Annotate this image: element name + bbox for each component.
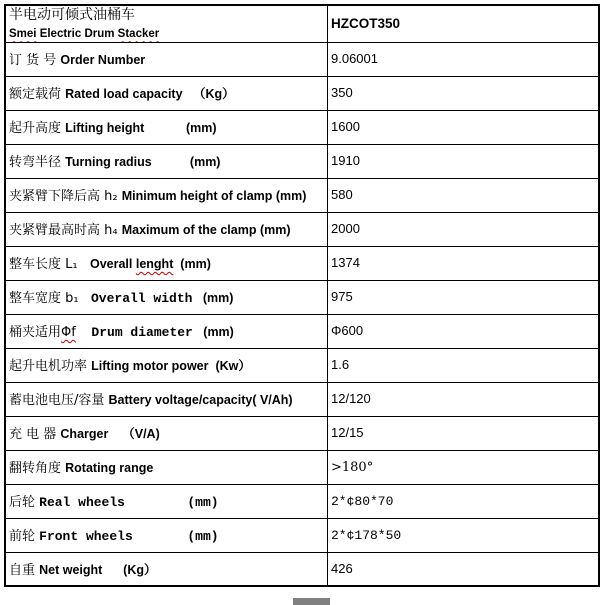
label-cn: 后轮 [9,495,40,510]
label-cn: 充 电 器 [9,427,61,442]
label-unit: (mm) [173,257,211,271]
label-en: Lifting motor power [91,359,209,373]
label-unit: (mm) [192,291,234,305]
label-en: Lifting height [65,121,145,135]
label-en: Turning radius [65,155,152,169]
value: 580 [331,187,353,202]
label-en: Net weight [39,562,103,577]
label-cn: 自重 [9,562,40,578]
row-lifting-height [5,110,599,144]
label-en: Maximum of the clamp [121,223,257,237]
label-unit: (mm) [144,121,217,135]
product-title-en [9,27,325,41]
value: 426 [331,560,353,576]
row-overall-width [5,280,599,314]
label-en: Minimum height of clamp [121,189,273,203]
value: 1600 [331,119,360,134]
label-en: Order Number [60,53,146,67]
label-unit: (Kg） [102,562,157,577]
row-order-number [5,42,599,76]
row-maximum-of-the-clamp [5,212,599,246]
row-front-wheels [5,518,599,552]
label-en-misspelled: lenght [135,257,174,271]
label-cn: 前轮 [9,529,40,544]
row-battery-voltage-capacity [5,382,599,416]
label-unit: （Kg） [182,87,235,101]
row-lifting-motor-power [5,348,599,382]
label-unit: (mm) [256,223,291,237]
product-title-cell [5,5,328,42]
value: Φ600 [331,323,364,338]
label-en: Charger [60,427,109,441]
value: 2*¢80*70 [331,494,394,509]
spec-table [4,4,600,587]
subtitle-middle: Electric Drum [36,28,118,41]
horizontal-scrollbar-thumb[interactable] [293,598,330,605]
label-cn: 夹紧臂最高时高 h₄ [9,223,122,238]
subtitle-word-stacker: Stacker [117,28,160,41]
value: 1374 [331,255,360,270]
header-row [5,5,599,42]
label-cn: 夹紧臂下降后高 h₂ [9,189,122,204]
label-en: Rotating range [65,461,154,475]
label-cn: 起升高度 [9,121,66,136]
value: 1.6 [331,357,350,372]
value: 2*¢178*50 [331,528,402,543]
label-cn: 转弯半径 [9,155,66,170]
label-cn: 额定载荷 [9,87,66,102]
row-turning-radius [5,144,599,178]
label-unit: (mm) [272,189,307,203]
value: 12/120 [331,391,371,406]
row-charger [5,416,599,450]
model-number: HZCOT350 [331,15,401,31]
label-cn: 整车宽度 b₁ [9,291,91,306]
label-unit: （V/A) [108,427,160,441]
product-title-cn: 半电动可倾式油桶车 [9,7,135,24]
value: 350 [331,85,353,100]
model-cell [328,5,600,42]
label-unit: (mm) [132,529,219,544]
value: >180° [331,460,374,475]
row-rated-load-capacity [5,76,599,110]
value: 9.06001 [331,51,378,66]
label-en: Battery voltage/capacity( V/Ah) [108,393,293,407]
label-cn: 订 货 号 [9,53,61,68]
label-en: Drum diameter [75,325,193,340]
value: 975 [331,289,353,304]
value: 2000 [331,221,360,236]
label-unit: (mm) [192,325,234,339]
label-unit: (mm) [124,495,219,510]
row-drum-diameter [5,314,599,348]
subtitle-word-smei: Smei [9,28,37,41]
row-rotating-range [5,450,599,484]
label-phi-f: Φf [61,325,76,340]
label-en: Overall [89,257,136,271]
label-unit: (mm) [151,155,221,169]
label-cn: 起升电机功率 [9,359,92,374]
label-cn: 桶夹适用 [9,325,62,340]
label-en: Rated load capacity [65,87,183,101]
label-en: Overall width [91,291,193,306]
label-en: Front wheels [39,529,133,544]
row-overall-length [5,246,599,280]
label-cn: 整车长度 L₁ [9,257,90,272]
label-en: Real wheels [39,495,125,510]
label-unit: (Kw） [208,359,251,373]
value: 12/15 [331,425,364,440]
row-rear-wheels [5,484,599,518]
label-cn: 翻转角度 [9,461,66,476]
value: 1910 [331,153,360,168]
label-cn: 蓄电池电压/容量 [9,393,109,408]
row-net-weight [5,552,599,586]
row-minimum-height-of-clamp [5,178,599,212]
